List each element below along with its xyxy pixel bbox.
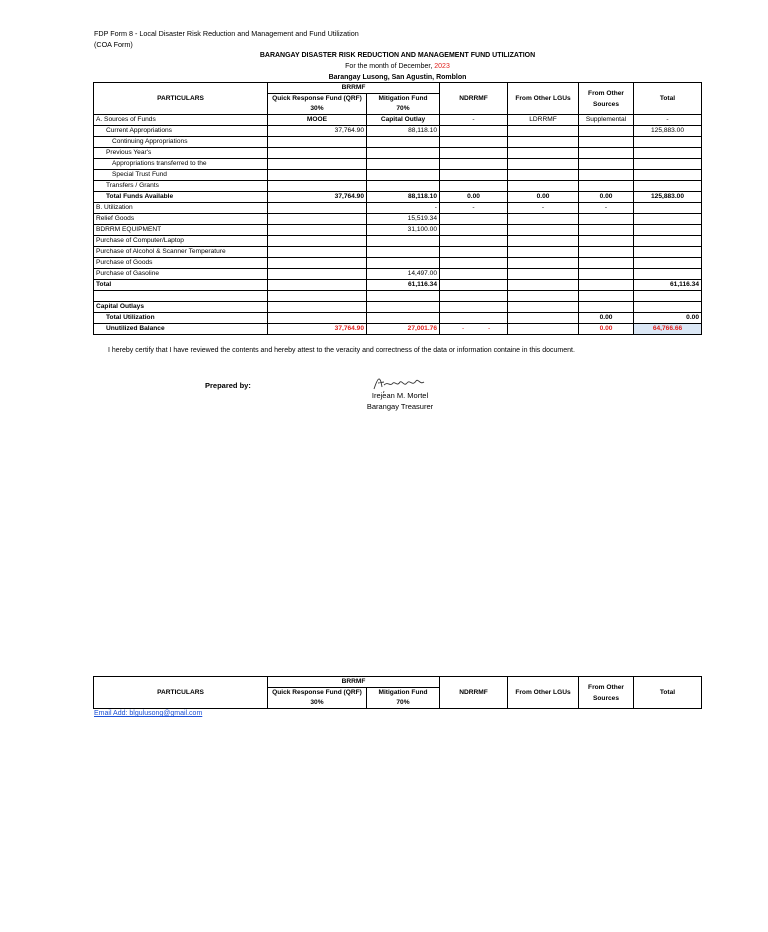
table-row bbox=[94, 203, 702, 214]
col-brrmf: BRRMF bbox=[268, 677, 440, 688]
report-location: Barangay Lusong, San Agustin, Romblon bbox=[328, 74, 467, 81]
email-link[interactable]: Email Add: blgulusong@gmail.com bbox=[94, 710, 203, 717]
cell: 37,764.90 bbox=[268, 192, 367, 203]
cell bbox=[634, 214, 702, 225]
cell bbox=[440, 258, 508, 269]
col-qrf: Quick Response Fund (QRF) bbox=[268, 688, 367, 699]
cell bbox=[634, 269, 702, 280]
cell bbox=[579, 148, 634, 159]
cell: Capital Outlay bbox=[367, 115, 440, 126]
col-other-lgus: From Other LGUs bbox=[508, 677, 579, 709]
signature-image bbox=[370, 373, 430, 393]
cell bbox=[508, 159, 579, 170]
cell bbox=[508, 269, 579, 280]
cell: - bbox=[367, 203, 440, 214]
cell bbox=[268, 225, 367, 236]
cell bbox=[268, 181, 367, 192]
cell bbox=[440, 236, 508, 247]
cell: 0.00 bbox=[579, 313, 634, 324]
cell bbox=[440, 269, 508, 280]
col-brrmf: BRRMF bbox=[268, 83, 440, 94]
cell bbox=[268, 302, 367, 313]
cell bbox=[367, 137, 440, 148]
cell bbox=[367, 236, 440, 247]
col-mitigation: Mitigation Fund bbox=[367, 688, 440, 699]
cell: 0.00 bbox=[440, 192, 508, 203]
cell bbox=[440, 291, 508, 302]
row-label: Capital Outlays bbox=[94, 302, 268, 313]
cell bbox=[268, 159, 367, 170]
table-row bbox=[94, 148, 702, 159]
row-label: A. Sources of Funds bbox=[94, 115, 268, 126]
cell bbox=[579, 225, 634, 236]
cell bbox=[367, 181, 440, 192]
row-label: Transfers / Grants bbox=[94, 181, 268, 192]
cell bbox=[367, 258, 440, 269]
table-row bbox=[94, 214, 702, 225]
cell bbox=[579, 137, 634, 148]
row-label: Unutilized Balance bbox=[94, 324, 268, 335]
row-label: Current Appropriations bbox=[94, 126, 268, 137]
row-label: B. Utilization bbox=[94, 203, 268, 214]
cell bbox=[440, 225, 508, 236]
cell bbox=[508, 170, 579, 181]
cell bbox=[367, 313, 440, 324]
cell bbox=[508, 313, 579, 324]
cell bbox=[508, 137, 579, 148]
cell bbox=[440, 126, 508, 137]
table-row bbox=[94, 302, 702, 313]
col-ndrrmf: NDRRMF bbox=[440, 83, 508, 115]
table-row bbox=[94, 269, 702, 280]
cell: Supplemental bbox=[579, 115, 634, 126]
col-qrf-pct: 30% bbox=[268, 698, 367, 709]
row-label: Purchase of Gasoline bbox=[94, 269, 268, 280]
row-label: Purchase of Goods bbox=[94, 258, 268, 269]
signatory-name: Irejean M. Mortel bbox=[371, 391, 429, 400]
table-row bbox=[94, 115, 702, 126]
row-label: Appropriations transferred to the bbox=[94, 159, 268, 170]
report-title: BARANGAY DISASTER RISK REDUCTION AND MANAGEMENT FUND UTILIZATION bbox=[259, 52, 536, 59]
cell: 15,519.34 bbox=[367, 214, 440, 225]
cell bbox=[367, 148, 440, 159]
table-row bbox=[94, 291, 702, 302]
table-row bbox=[94, 247, 702, 258]
cell bbox=[268, 170, 367, 181]
cell: 88,118.10 bbox=[367, 192, 440, 203]
table-row bbox=[94, 126, 702, 137]
cell bbox=[440, 170, 508, 181]
row-label: Previous Year's bbox=[94, 148, 268, 159]
signatory-position: Barangay Treasurer bbox=[366, 402, 434, 411]
col-total: Total bbox=[634, 83, 702, 115]
cell bbox=[508, 236, 579, 247]
cell: LDRRMF bbox=[508, 115, 579, 126]
cell bbox=[579, 214, 634, 225]
cell bbox=[268, 203, 367, 214]
row-label: Total Utilization bbox=[94, 313, 268, 324]
cell: - bbox=[440, 203, 508, 214]
cell bbox=[268, 247, 367, 258]
cell bbox=[634, 247, 702, 258]
col-qrf-pct: 30% bbox=[268, 104, 367, 115]
col-qrf: Quick Response Fund (QRF) bbox=[268, 94, 367, 105]
fund-utilization-table bbox=[93, 82, 702, 335]
cell: - bbox=[440, 115, 508, 126]
cell: - bbox=[508, 203, 579, 214]
col-mitigation-pct: 70% bbox=[367, 104, 440, 115]
table-row bbox=[94, 137, 702, 148]
cell: - bbox=[579, 203, 634, 214]
col-ndrrmf: NDRRMF bbox=[440, 677, 508, 709]
cell: 61,116.34 bbox=[634, 280, 702, 291]
cell: MOOE bbox=[268, 115, 367, 126]
col-other-sources: From Other Sources bbox=[579, 83, 634, 115]
cell: 37,764.90 bbox=[268, 126, 367, 137]
row-label: BDRRM EQUIPMENT bbox=[94, 225, 268, 236]
col-particulars: PARTICULARS bbox=[94, 83, 268, 115]
cell bbox=[440, 280, 508, 291]
cell bbox=[268, 236, 367, 247]
cell bbox=[94, 291, 268, 302]
cell bbox=[508, 181, 579, 192]
cell bbox=[508, 148, 579, 159]
cell bbox=[268, 148, 367, 159]
cell bbox=[268, 258, 367, 269]
cell bbox=[634, 225, 702, 236]
col-total: Total bbox=[634, 677, 702, 709]
table-row bbox=[94, 225, 702, 236]
footer-header-table bbox=[93, 676, 702, 709]
table-row bbox=[94, 258, 702, 269]
col-particulars: PARTICULARS bbox=[94, 677, 268, 709]
cell bbox=[440, 159, 508, 170]
prepared-by-label: Prepared by: bbox=[205, 381, 251, 390]
table-row bbox=[94, 170, 702, 181]
cell bbox=[579, 269, 634, 280]
cell bbox=[579, 236, 634, 247]
cell bbox=[579, 247, 634, 258]
cell: 14,497.00 bbox=[367, 269, 440, 280]
cell: 0.00 bbox=[579, 324, 634, 335]
cell bbox=[634, 291, 702, 302]
cell: 125,883.00 bbox=[634, 126, 702, 137]
period-prefix: For the month of December, bbox=[345, 63, 433, 70]
cell: 31,100.00 bbox=[367, 225, 440, 236]
report-period bbox=[94, 62, 701, 72]
cell bbox=[440, 148, 508, 159]
period-year: 2023 bbox=[434, 63, 450, 70]
certification-text: I hereby certify that I have reviewed the contents and hereby attest to the veracity and correctness of the data or information containe in this document. bbox=[108, 347, 575, 354]
row-label: Continuing Appropriations bbox=[94, 137, 268, 148]
col-other-sources: From Other Sources bbox=[579, 677, 634, 709]
cell bbox=[579, 280, 634, 291]
table-row bbox=[94, 313, 702, 324]
cell bbox=[440, 247, 508, 258]
row-label: Total bbox=[94, 280, 268, 291]
cell bbox=[268, 214, 367, 225]
cell: 37,764.90 bbox=[268, 324, 367, 335]
cell bbox=[508, 126, 579, 137]
cell bbox=[579, 302, 634, 313]
row-label: Relief Goods bbox=[94, 214, 268, 225]
col-other-lgus: From Other LGUs bbox=[508, 83, 579, 115]
cell bbox=[440, 302, 508, 313]
cell bbox=[508, 258, 579, 269]
cell bbox=[508, 280, 579, 291]
cell bbox=[508, 225, 579, 236]
cell bbox=[367, 247, 440, 258]
cell bbox=[634, 236, 702, 247]
table-row bbox=[94, 181, 702, 192]
table-row bbox=[94, 236, 702, 247]
cell bbox=[367, 302, 440, 313]
cell bbox=[634, 203, 702, 214]
cell bbox=[367, 159, 440, 170]
cell bbox=[634, 302, 702, 313]
cell bbox=[508, 324, 579, 335]
cell bbox=[634, 170, 702, 181]
col-mitigation-pct: 70% bbox=[367, 698, 440, 709]
col-mitigation: Mitigation Fund bbox=[367, 94, 440, 105]
row-label: Total Funds Available bbox=[94, 192, 268, 203]
cell bbox=[268, 137, 367, 148]
cell bbox=[508, 247, 579, 258]
cell: 0.00 bbox=[579, 192, 634, 203]
cell: - bbox=[634, 115, 702, 126]
row-label: Special Trust Fund bbox=[94, 170, 268, 181]
cell: 27,001.76 bbox=[367, 324, 440, 335]
row-label: Purchase of Alcohol & Scanner Temperature bbox=[94, 247, 268, 258]
form-title: FDP Form 8 - Local Disaster Risk Reduction and Management and Fund Utilization bbox=[94, 29, 359, 38]
cell bbox=[440, 137, 508, 148]
cell: 0.00 bbox=[508, 192, 579, 203]
cell bbox=[268, 269, 367, 280]
cell bbox=[508, 214, 579, 225]
cell: - - bbox=[440, 324, 508, 335]
cell bbox=[579, 126, 634, 137]
cell bbox=[579, 258, 634, 269]
cell bbox=[579, 170, 634, 181]
cell bbox=[634, 258, 702, 269]
table-row bbox=[94, 192, 702, 203]
cell bbox=[440, 313, 508, 324]
cell bbox=[268, 313, 367, 324]
cell bbox=[579, 159, 634, 170]
cell: 0.00 bbox=[634, 313, 702, 324]
cell bbox=[508, 291, 579, 302]
cell bbox=[440, 181, 508, 192]
cell: 64,766.66 bbox=[634, 324, 702, 335]
cell: 88,118.10 bbox=[367, 126, 440, 137]
cell bbox=[268, 280, 367, 291]
cell bbox=[579, 291, 634, 302]
cell bbox=[367, 291, 440, 302]
table-row bbox=[94, 280, 702, 291]
cell bbox=[440, 214, 508, 225]
row-label: Purchase of Computer/Laptop bbox=[94, 236, 268, 247]
cell bbox=[634, 148, 702, 159]
cell: 125,883.00 bbox=[634, 192, 702, 203]
form-subtitle: (COA Form) bbox=[94, 40, 133, 49]
table-row bbox=[94, 324, 702, 335]
cell: 61,116.34 bbox=[367, 280, 440, 291]
cell bbox=[367, 170, 440, 181]
cell bbox=[268, 291, 367, 302]
cell bbox=[634, 181, 702, 192]
cell bbox=[579, 181, 634, 192]
cell bbox=[508, 302, 579, 313]
table-row bbox=[94, 159, 702, 170]
cell bbox=[634, 137, 702, 148]
cell bbox=[634, 159, 702, 170]
